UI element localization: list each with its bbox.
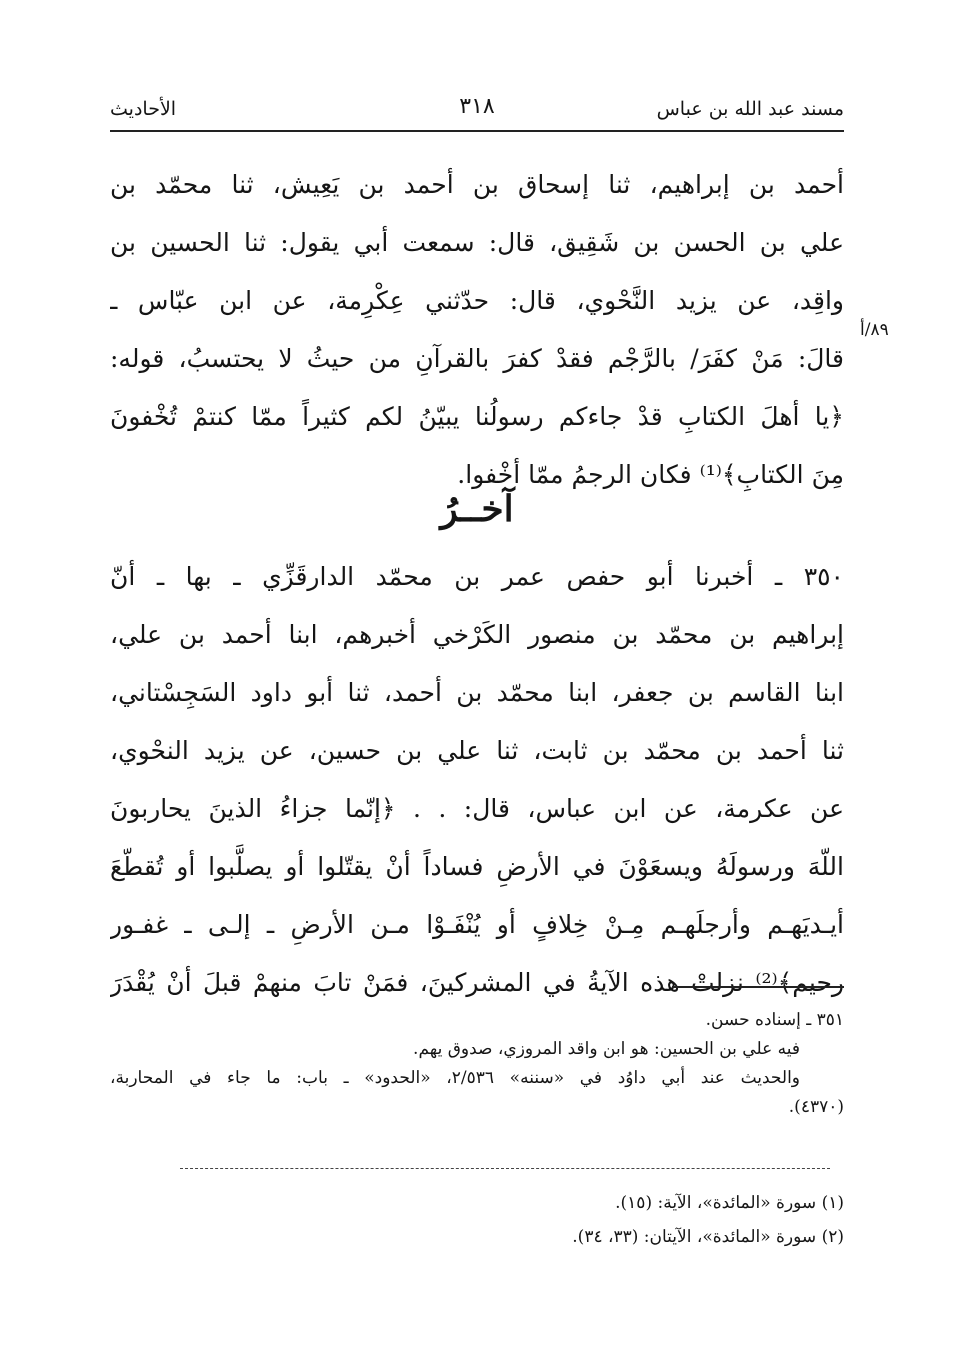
- section-title: الأحاديث: [110, 98, 177, 120]
- footnote-line: والحديث عند أبي داوُد في «سننه» ٢/٥٣٦، «الحدود» ـ باب: ما جاء في المحاربة،: [110, 1068, 800, 1088]
- text-line: إبراهيم بن محمّد بن منصور الكَرْخي أخبرهم، ابنا أحمد بن علي،: [110, 620, 844, 649]
- text-line: قالَ: مَنْ كفَرَ/ بالرَّجْم فقدْ كفرَ بالقرآنِ من حيثُ لا يحتسبُ، قوله:: [110, 344, 844, 373]
- footnote-line: فيه علي بن الحسين: هو ابن واقد المروزي، صدوق يهم.: [413, 1039, 800, 1059]
- text-line: واقِد، عن يزيد النَّحْوي، قال: حدّثني عِكْرِمة، عن ابن عبّاس ـ: [110, 286, 844, 315]
- text-line: أيـديَهـم وأرجلَهـم مِـنْ خِلافٍ أو يُنْفَـوْا مـن الأرضِ ـ إلـى ـ غفـور: [110, 910, 844, 939]
- text-line: اللّهَ ورسولَهُ ويسعَوْنَ في الأرضِ فساداً أنْ يقتّلوا أو يصلَّبوا أو تُقطّعَ: [110, 852, 844, 881]
- text-line: ثنا أحمد بن محمّد بن ثابت، ثنا علي بن حسين، عن يزيد النحْوي،: [110, 736, 844, 765]
- text-line: ابنا القاسم بن جعفر، ابنا محمّد بن أحمد، ثنا أبو داود السَجِسْتاني،: [110, 678, 844, 707]
- running-title: مسند عبد الله بن عباس: [656, 98, 844, 120]
- text-line: رحيم﴾⁽²⁾ نزلتْ هذه الآيةُ في المشركينَ، فمَنْ تابَ منهمْ قبلَ أنْ يُقْدَرَ: [110, 968, 844, 997]
- paragraph-2: [110, 548, 844, 1012]
- section-heading: آخــرُ: [440, 488, 514, 530]
- text-line: عن عكرمة، عن ابن عباس، قال: . . ﴿إنّما جزاءُ الذينَ يحاربونَ: [110, 794, 844, 823]
- footnote-ref-2: (٢) سورة «المائدة»، الآيتان: (٣٣، ٣٤).: [572, 1227, 844, 1247]
- text-line: علي بن الحسن بن شَقِيق، قال: سمعت أبي يقول: ثنا الحسين بن: [110, 228, 844, 257]
- page-number: ٣١٨: [459, 94, 495, 119]
- footnote-separator: [180, 1168, 830, 1169]
- footnote-line: (٤٣٧٠).: [788, 1097, 844, 1117]
- page-header: [110, 94, 844, 128]
- text-line: مِنَ الكتابِ﴾⁽¹⁾ فكان الرجمُ ممّا أخْفوا.: [457, 460, 844, 489]
- manuscript-folio-note: ٨٩/أ: [860, 320, 889, 340]
- footnote-rule: [672, 986, 844, 988]
- text-line: ٣٥٠ ـ أخبرنا أبو حفص عمر بن محمّد الدارقَزِّي ـ بها ـ أنّ: [110, 562, 844, 591]
- header-rule: [110, 130, 844, 132]
- footnote-ref-1: (١) سورة «المائدة»، الآية: (١٥).: [615, 1193, 844, 1213]
- footnotes-references: [110, 1186, 844, 1254]
- text-line: ﴿يا أهلَ الكتابِ قدْ جاءكم رسولُنا يبيّنُ لكم كثيراً ممّا كنتمْ تُخْفونَ: [110, 402, 844, 431]
- footnote-line: ٣٥١ ـ إسناده حسن.: [705, 1010, 844, 1030]
- text-line: أحمد بن إبراهيم، ثنا إسحاق بن أحمد بن يَعِيش، ثنا محمّد بن: [110, 170, 844, 199]
- footnotes-commentary: [110, 1006, 844, 1122]
- paragraph-1: [110, 156, 844, 504]
